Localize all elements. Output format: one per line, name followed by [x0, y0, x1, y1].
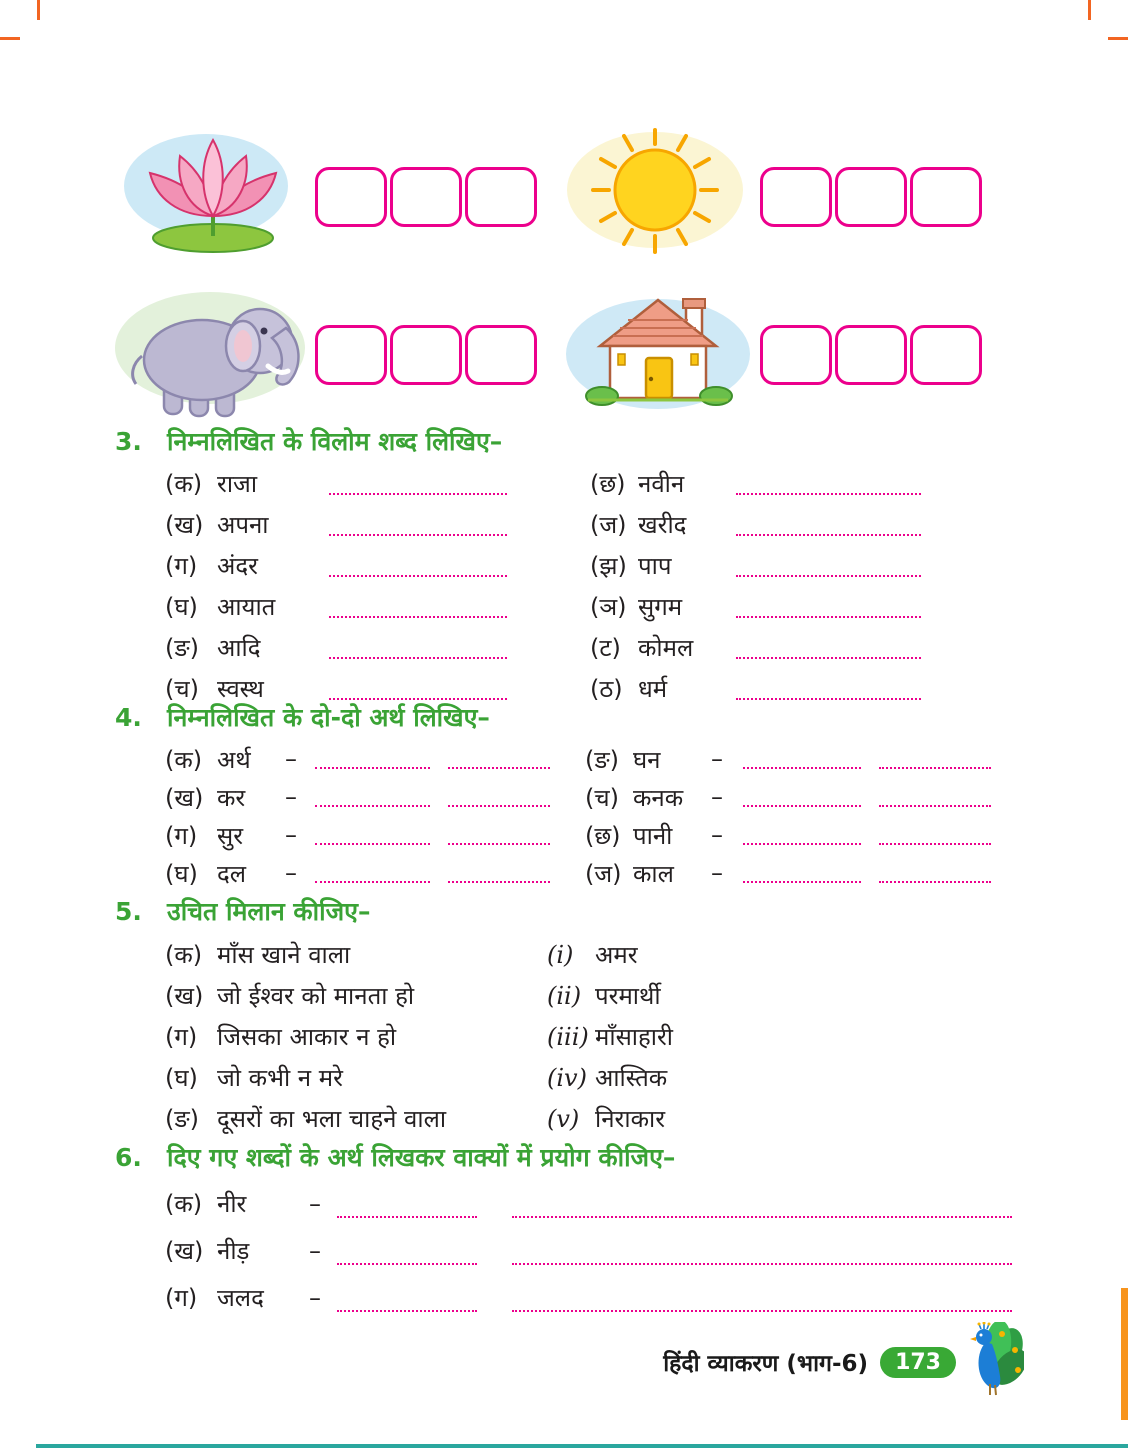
exercise-3-heading: [115, 426, 502, 457]
peacock-icon: [968, 1322, 1024, 1402]
item-label: (छ): [585, 821, 621, 850]
dash: –: [285, 745, 297, 773]
dash: –: [309, 1236, 321, 1265]
item-label: (क): [165, 1190, 203, 1218]
answer-blank[interactable]: [879, 867, 991, 883]
item-label: (ञ): [590, 593, 627, 621]
item-label: (घ): [165, 593, 198, 621]
item-word: घन: [633, 745, 661, 774]
crop-mark: [1088, 0, 1091, 20]
exercise-title: दिए गए शब्दों के अर्थ लिखकर वाक्यों में प्रयोग कीजिए–: [167, 1143, 676, 1172]
item-word: नीर: [217, 1190, 247, 1218]
dash: –: [711, 783, 723, 811]
antonym-row: [165, 627, 921, 668]
match-roman-label: (i): [547, 940, 574, 969]
antonym-row: [165, 545, 921, 586]
page-bottom-rule: [36, 1444, 1128, 1448]
item-label: (क): [165, 941, 203, 969]
dash: –: [309, 1283, 321, 1312]
crop-mark: [0, 37, 20, 40]
answer-blank[interactable]: [448, 829, 550, 845]
match-left-text: जो ईश्वर को मानता हो: [217, 982, 415, 1010]
exercise-title: उचित मिलान कीजिए–: [167, 897, 371, 926]
exercise-title: निम्नलिखित के विलोम शब्द लिखिए–: [167, 427, 503, 456]
item-label: (ख): [165, 511, 204, 539]
answer-blank[interactable]: [512, 1296, 1012, 1312]
item-label: (च): [585, 783, 619, 812]
page-edge-bar: [1121, 1288, 1128, 1420]
item-word: नवीन: [638, 470, 685, 498]
match-roman-label: (iv): [547, 1063, 587, 1092]
match-row: [165, 1098, 673, 1139]
dash: –: [285, 821, 297, 849]
exercise-number: 5.: [115, 897, 142, 926]
match-roman-label: (v): [547, 1104, 580, 1133]
answer-blank[interactable]: [879, 753, 991, 769]
antonym-row: [165, 463, 921, 504]
answer-blank[interactable]: [329, 643, 507, 659]
usage-row: [165, 1274, 1012, 1321]
item-label: (ख): [165, 1237, 204, 1265]
item-word: कर: [217, 783, 246, 812]
item-word: नीड़: [217, 1237, 250, 1265]
answer-boxes-elephant: [315, 325, 537, 385]
item-label: (ङ): [165, 634, 200, 662]
match-right-text: अमर: [595, 941, 638, 969]
item-word: कोमल: [638, 634, 694, 662]
dash: –: [711, 745, 723, 773]
answer-blank[interactable]: [736, 561, 921, 577]
answer-box[interactable]: [760, 167, 832, 227]
exercise-6-heading: [115, 1142, 675, 1173]
meaning-row: [165, 778, 991, 816]
answer-blank[interactable]: [329, 602, 507, 618]
answer-blank[interactable]: [337, 1249, 477, 1265]
match-right-text: माँसाहारी: [595, 1023, 673, 1051]
dash: –: [711, 821, 723, 849]
lotus-icon: [118, 128, 308, 267]
item-label: (ङ): [165, 1105, 200, 1133]
answer-blank[interactable]: [879, 829, 991, 845]
answer-blank[interactable]: [743, 867, 861, 883]
item-label: (ख): [165, 982, 204, 1010]
item-word: आदि: [217, 634, 261, 662]
item-word: दल: [217, 859, 247, 888]
meaning-row: [165, 854, 991, 892]
dash: –: [711, 859, 723, 887]
item-label: (घ): [165, 1064, 198, 1092]
answer-blank[interactable]: [736, 602, 921, 618]
answer-blank[interactable]: [879, 791, 991, 807]
answer-box[interactable]: [835, 325, 907, 385]
item-word: आयात: [217, 593, 276, 621]
answer-boxes-house: [760, 325, 982, 385]
match-right-text: आस्तिक: [595, 1064, 668, 1092]
match-right-text: निराकार: [595, 1105, 666, 1133]
antonym-row: [165, 586, 921, 627]
match-row: [165, 1057, 673, 1098]
match-row: [165, 1016, 673, 1057]
answer-blank[interactable]: [448, 791, 550, 807]
item-word: अर्थ: [217, 745, 251, 774]
answer-blank[interactable]: [743, 753, 861, 769]
answer-blank[interactable]: [315, 753, 430, 769]
answer-blank[interactable]: [315, 791, 430, 807]
item-word: राजा: [217, 470, 258, 498]
match-right-text: परमार्थी: [595, 982, 661, 1010]
item-word: सुगम: [638, 593, 683, 621]
meaning-row: [165, 740, 991, 778]
match-left-text: जिसका आकार न हो: [217, 1023, 397, 1051]
item-label: (छ): [590, 470, 626, 498]
item-label: (ठ): [590, 675, 623, 703]
item-label: (क): [165, 470, 203, 498]
answer-box[interactable]: [910, 325, 982, 385]
usage-row: [165, 1180, 1012, 1227]
answer-blank[interactable]: [329, 684, 507, 700]
exercise-title: निम्नलिखित के दो-दो अर्थ लिखिए–: [167, 703, 490, 732]
item-label: (ग): [165, 1284, 198, 1312]
item-label: (घ): [165, 859, 198, 888]
crop-mark: [37, 0, 40, 20]
answer-blank[interactable]: [512, 1202, 1012, 1218]
answer-box[interactable]: [315, 167, 387, 227]
dash: –: [285, 783, 297, 811]
answer-box[interactable]: [465, 167, 537, 227]
answer-blank[interactable]: [337, 1296, 477, 1312]
sun-icon: [560, 128, 750, 267]
answer-blank[interactable]: [315, 829, 430, 845]
exercise-3-list: [165, 463, 921, 709]
item-word: खरीद: [638, 511, 687, 539]
dash: –: [309, 1189, 321, 1218]
exercise-number: 3.: [115, 427, 142, 456]
exercise-number: 4.: [115, 703, 142, 732]
house-icon: [558, 286, 758, 425]
answer-blank[interactable]: [743, 791, 861, 807]
crop-mark: [1108, 37, 1128, 40]
item-label: (ग): [165, 1023, 198, 1051]
answer-blank[interactable]: [448, 753, 550, 769]
match-row: [165, 934, 673, 975]
answer-box[interactable]: [315, 325, 387, 385]
item-label: (ज): [590, 511, 627, 539]
exercise-6-list: [165, 1180, 1012, 1321]
answer-boxes-lotus: [315, 167, 537, 227]
answer-blank[interactable]: [736, 643, 921, 659]
answer-blank[interactable]: [329, 520, 507, 536]
match-left-text: जो कभी न मरे: [217, 1064, 343, 1092]
answer-blank[interactable]: [448, 867, 550, 883]
item-word: कनक: [633, 783, 684, 812]
usage-row: [165, 1227, 1012, 1274]
match-row: [165, 975, 673, 1016]
answer-box[interactable]: [390, 167, 462, 227]
item-word: पानी: [633, 821, 673, 850]
item-label: (ज): [585, 859, 622, 888]
item-label: (ग): [165, 552, 198, 580]
page-footer: [663, 1322, 1024, 1402]
elephant-icon: [110, 286, 310, 425]
answer-blank[interactable]: [512, 1249, 1012, 1265]
item-label: (क): [165, 745, 203, 774]
item-label: (झ): [590, 552, 627, 580]
exercise-number: 6.: [115, 1143, 142, 1172]
answer-blank[interactable]: [736, 520, 921, 536]
answer-blank[interactable]: [743, 829, 861, 845]
item-label: (ख): [165, 783, 204, 812]
answer-box[interactable]: [390, 325, 462, 385]
exercise-5-heading: [115, 896, 370, 927]
item-label: (ट): [590, 634, 621, 662]
answer-boxes-sun: [760, 167, 982, 227]
answer-box[interactable]: [760, 325, 832, 385]
exercise-4-heading: [115, 702, 490, 733]
dash: –: [285, 859, 297, 887]
item-word: अंदर: [217, 552, 258, 580]
item-word: काल: [633, 859, 674, 888]
answer-blank[interactable]: [315, 867, 430, 883]
item-label: (ङ): [585, 745, 620, 774]
match-roman-label: (ii): [547, 981, 582, 1010]
item-word: स्वस्थ: [217, 675, 264, 703]
match-left-text: माँस खाने वाला: [217, 941, 351, 969]
match-roman-label: (iii): [547, 1022, 589, 1051]
item-word: जलद: [217, 1284, 264, 1312]
page-number-badge: 173: [880, 1347, 956, 1378]
answer-box[interactable]: [465, 325, 537, 385]
item-word: अपना: [217, 511, 269, 539]
item-word: सुर: [217, 821, 244, 850]
answer-blank[interactable]: [329, 561, 507, 577]
match-left-text: दूसरों का भला चाहने वाला: [217, 1105, 447, 1133]
answer-box[interactable]: [835, 167, 907, 227]
item-word: धर्म: [638, 675, 668, 703]
exercise-5-list: [165, 934, 673, 1139]
book-title: हिंदी व्याकरण (भाग-6): [663, 1351, 869, 1377]
item-label: (च): [165, 675, 199, 703]
answer-blank[interactable]: [736, 479, 921, 495]
meaning-row: [165, 816, 991, 854]
item-word: पाप: [638, 552, 672, 580]
answer-box[interactable]: [910, 167, 982, 227]
exercise-4-list: [165, 740, 991, 892]
item-label: (ग): [165, 821, 198, 850]
answer-blank[interactable]: [329, 479, 507, 495]
answer-blank[interactable]: [736, 684, 921, 700]
answer-blank[interactable]: [337, 1202, 477, 1218]
antonym-row: [165, 504, 921, 545]
